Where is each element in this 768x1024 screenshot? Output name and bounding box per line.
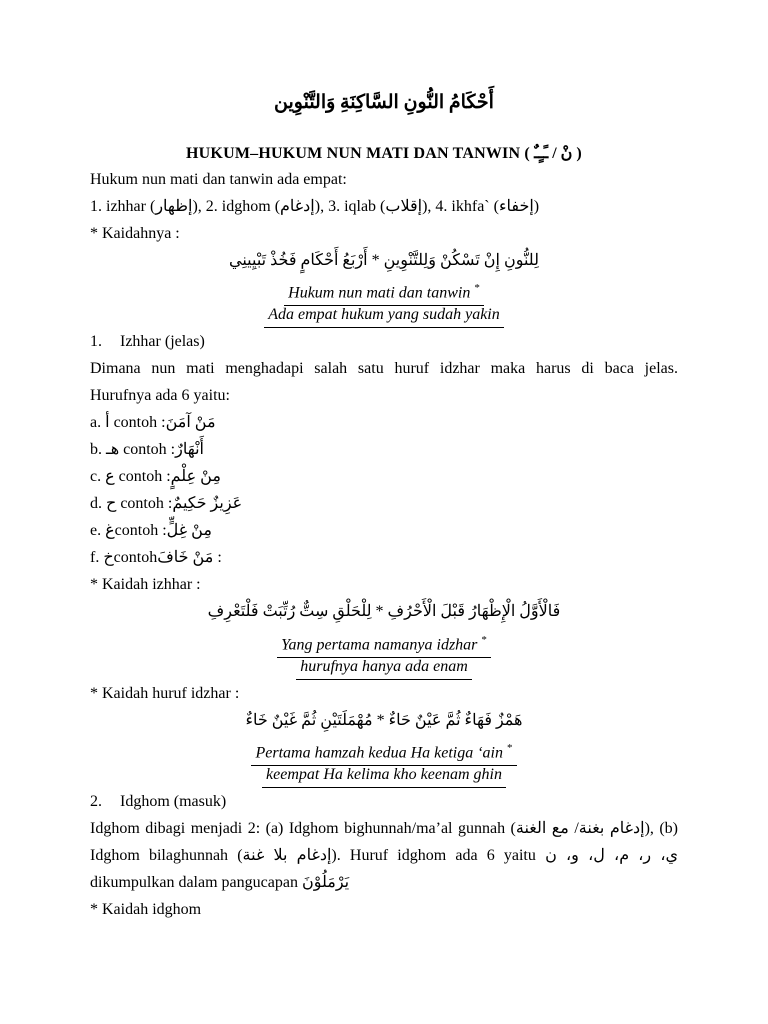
example-arabic: مَنْ خَافَ [157, 549, 214, 566]
example-label: a. [90, 414, 106, 431]
izhhar-description: Dimana nun mati menghadapi salah satu huruf idzhar maka harus di baca jelas. [90, 360, 678, 377]
section-heading [0, 143, 768, 165]
list-arabic: إخفاء [498, 198, 534, 215]
idghom-arabic: إدغام بغنة/ مع الغنة [515, 820, 645, 837]
example-letter: ع [105, 468, 115, 485]
verse-text: hurufnya hanya ada enam [296, 656, 472, 680]
example-contoh: contoh : [114, 522, 167, 539]
verse-star: * [474, 282, 480, 294]
idghom-text: dikumpulkan dalam pangucapan [90, 874, 302, 891]
kaidah-arabic-verse: لِلنُّونِ إِنْ تَسْكُنْ وَلِلتَّنْوِينِ * أَرْبَعُ أَحْكَامٍ فَخُذْ تَبْيِينِي [229, 252, 539, 269]
verse-star: * [507, 742, 513, 754]
idghom-text: Idghom dibagi menjadi 2: (a) Idghom bighunnah/ma’al gunnah ( [90, 820, 516, 837]
list-text: ), 4. ikhfa` ( [422, 198, 499, 215]
kaidah-huruf-translation-1 [0, 737, 768, 766]
example-label: b. [90, 441, 106, 458]
kaidah-huruf-translation-2 [0, 764, 768, 788]
idghom-arabic: يَرْمَلُوْنَ [301, 874, 350, 891]
section-number: 2. [90, 793, 102, 810]
izhhar-letters-intro: Hurufnya ada 6 yaitu: [90, 387, 230, 404]
section-title: Idghom (masuk) [120, 793, 227, 810]
idghom-text: Idghom bilaghunnah ( [90, 847, 243, 864]
kaidah-huruf-arabic: هَمْزٌ فَهَاءٌ ثُمَّ عَيْنٌ حَاءٌ * مُهْمَلَتَيْنِ ثُمَّ غَيْنٌ خَاءٌ [245, 712, 523, 729]
list-arabic: إدغام [280, 198, 315, 215]
example-label: e. [90, 522, 106, 539]
idghom-description-2 [90, 845, 678, 867]
example-label: c. [90, 468, 106, 485]
example-letter: أ [105, 414, 110, 431]
kaidah-izhhar-label: * Kaidah izhhar : [90, 576, 201, 593]
example-letter: غ [105, 522, 115, 539]
idghom-description-1 [90, 818, 678, 840]
example-contoh: contoh : [116, 495, 173, 512]
example-tail: : [213, 549, 222, 566]
arabic-title: أَحْكَامُ النُّونِ السَّاكِنَةِ وَالتَّنْوِين [274, 92, 494, 113]
kaidah-translation-2 [0, 304, 768, 328]
hukum-list [90, 196, 539, 218]
kaidah-translation-1 [0, 277, 768, 306]
kaidah-label: * Kaidahnya : [90, 225, 180, 242]
section-title: Izhhar (jelas) [120, 333, 205, 350]
example-row [90, 493, 242, 515]
idghom-text: ). Huruf idghom ada 6 yaitu [331, 847, 536, 864]
example-label: d. [90, 495, 106, 512]
verse-text: Hukum nun mati dan tanwin [288, 284, 471, 302]
example-letter: هـ [106, 441, 120, 458]
example-contoh: contoh : [119, 441, 176, 458]
izhhar-heading [90, 331, 205, 353]
list-text: ) [533, 198, 540, 215]
verse-star: * [481, 634, 487, 646]
list-text: 1. izhhar ( [90, 198, 156, 215]
idghom-heading [90, 791, 226, 813]
example-letter: ح [106, 495, 117, 512]
idghom-arabic: إدغام بلا غنة [242, 847, 332, 864]
verse-text: keempat Ha kelima kho keenam ghin [262, 764, 506, 788]
example-row [90, 412, 216, 434]
example-row [90, 520, 212, 542]
kaidah-izhhar-translation-2 [0, 656, 768, 680]
idghom-letters: ي، ر، م، ل، و، ن [545, 847, 679, 864]
kaidah-izhhar-translation-1 [0, 629, 768, 658]
idghom-description-3 [90, 872, 349, 894]
section-number: 1. [90, 333, 102, 350]
list-arabic: إظهار [155, 198, 193, 215]
list-arabic: إقلاب [385, 198, 423, 215]
example-row [90, 547, 222, 569]
verse-text: Pertama hamzah kedua Ha ketiga ‘ain [255, 744, 503, 762]
example-row [90, 439, 204, 461]
heading-arabic: نْ / ـًـٍـٌ [534, 145, 573, 162]
list-text: ), 2. idghom ( [192, 198, 281, 215]
heading-text: HUKUM–HUKUM NUN MATI DAN TANWIN ( [186, 145, 535, 162]
example-contoh: contoh : [109, 414, 166, 431]
verse-text: Ada empat hukum yang sudah yakin [264, 304, 504, 328]
example-letter: خ [103, 549, 114, 566]
verse-text: Yang pertama namanya idzhar [281, 636, 478, 654]
example-arabic: عَزِيزٌ حَكِيمٌ [172, 495, 243, 512]
list-text: ), 3. iqlab ( [314, 198, 386, 215]
intro-text: Hukum nun mati dan tanwin ada empat: [90, 171, 347, 188]
example-arabic: مِنْ عِلْمٍ [170, 468, 221, 485]
example-arabic: أَنْهَارٌ [175, 441, 204, 458]
kaidah-izhhar-arabic: فَالْأَوَّلُ الْإِظْهَارُ قَبْلَ الْأَحْرُفِ * لِلْحَلْقِ سِتٌّ رُتِّبَتْ فَلْتَعْرِفِ [207, 603, 561, 620]
kaidah-huruf-label: * Kaidah huruf idzhar : [90, 685, 240, 702]
example-label: f. [90, 549, 104, 566]
example-arabic: مِنْ غِلٍّ [166, 522, 212, 539]
example-contoh: contoh [113, 549, 158, 566]
example-contoh: contoh : [114, 468, 171, 485]
heading-close: ) [572, 145, 582, 162]
kaidah-idghom-label: * Kaidah idghom [90, 901, 202, 918]
example-row [90, 466, 221, 488]
example-arabic: مَنْ آمَنَ [165, 414, 216, 431]
idghom-text: ), (b) [644, 820, 679, 837]
